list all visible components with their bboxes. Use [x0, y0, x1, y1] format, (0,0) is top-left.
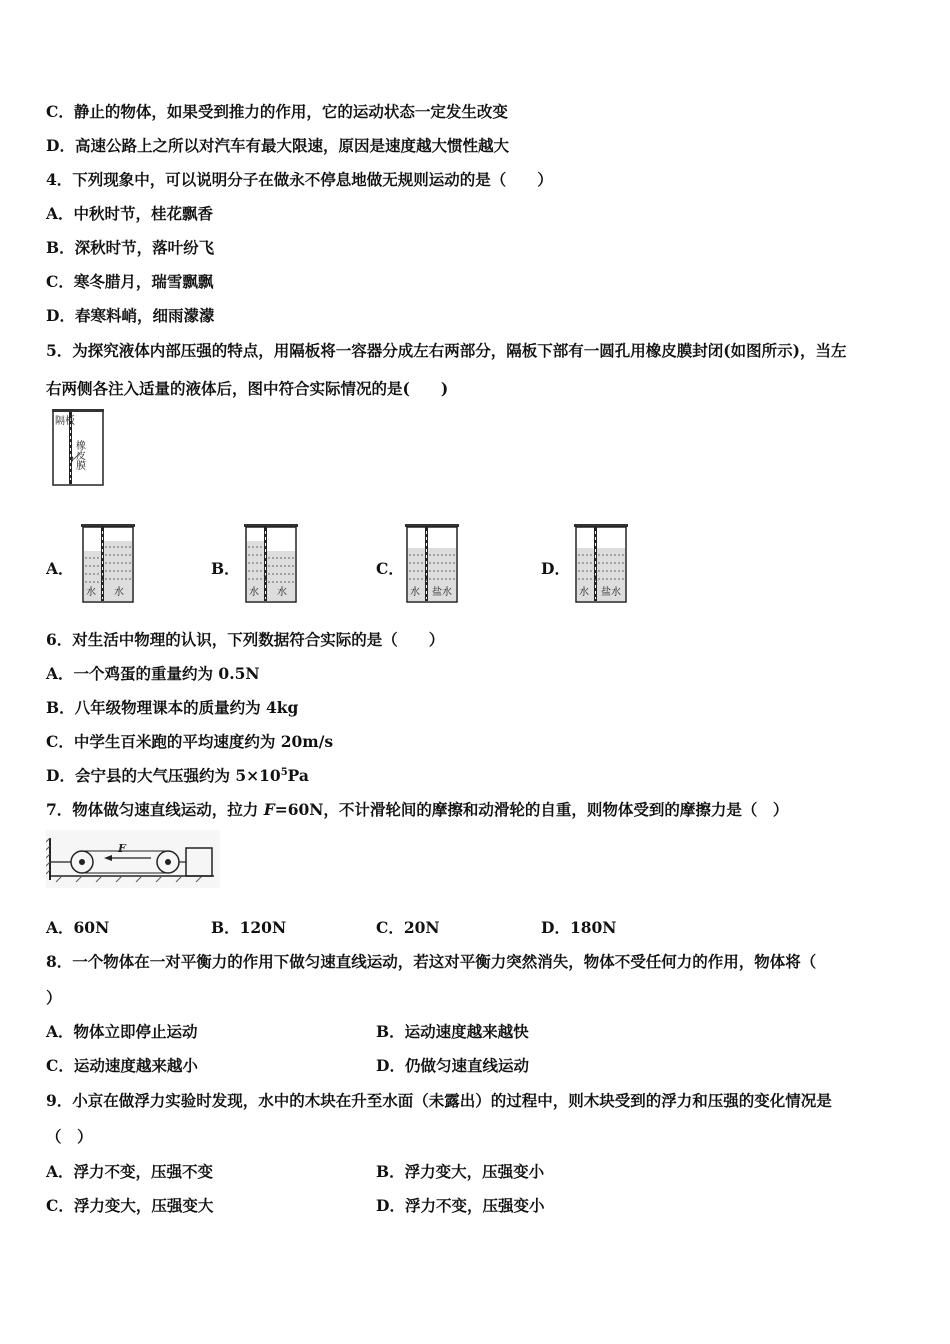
q5-partition-label: 隔板 — [55, 416, 75, 427]
q3-option-d: D．高速公路上之所以对汽车有最大限速，原因是速度越大惯性越大 — [46, 136, 509, 155]
q8-stem-line1: 8．一个物体在一对平衡力的作用下做匀速直线运动，若这对平衡力突然消失，物体不受任何力的作用，物体将（ — [46, 952, 817, 971]
q7-option-c: C．20N — [376, 918, 440, 937]
q5-a-right-liquid: 水 — [114, 587, 124, 598]
q7-force-var: F — [263, 800, 275, 819]
q5-c-right-liquid: 盐水 — [432, 587, 452, 598]
q7-option-b: B．120N — [211, 918, 287, 937]
q5-b-left-liquid: 水 — [249, 587, 259, 598]
q5-option-c-figure — [404, 523, 460, 605]
q5-option-d-figure — [573, 523, 629, 605]
q7-stem — [46, 800, 788, 820]
q5-b-right-liquid: 水 — [277, 587, 287, 598]
q5-option-c-letter: C． — [376, 559, 404, 578]
q8-option-c: C．运动速度越来越小 — [46, 1056, 198, 1075]
q8-option-a: A．物体立即停止运动 — [46, 1022, 198, 1041]
q8-stem-line2: ） — [46, 988, 62, 1007]
q7-pulley-figure — [46, 830, 220, 888]
q6-option-a: A．一个鸡蛋的重量约为 0.5N — [46, 664, 260, 683]
q9-option-c: C．浮力变大，压强变大 — [46, 1196, 214, 1215]
q5-container-figure — [50, 408, 106, 488]
q4-option-d: D．春寒料峭，细雨濛濛 — [46, 306, 215, 325]
q7-stem-suffix: =60N，不计滑轮间的摩擦和动滑轮的自重，则物体受到的摩擦力是（ ） — [274, 800, 789, 819]
q8-option-b: B．运动速度越来越快 — [376, 1022, 529, 1041]
q4-stem: 4．下列现象中，可以说明分子在做永不停息地做无规则运动的是（ ） — [46, 170, 553, 189]
q5-option-b-letter: B． — [211, 559, 240, 578]
q9-option-b: B．浮力变大，压强变小 — [376, 1162, 545, 1181]
q5-option-a-letter: A． — [46, 559, 74, 578]
q5-d-left-liquid: 水 — [579, 587, 589, 598]
q9-stem-line2: （ ） — [46, 1127, 93, 1146]
q3-option-c: C．静止的物体，如果受到推力的作用，它的运动状态一定发生改变 — [46, 102, 508, 121]
q7-stem-prefix: 7．物体做匀速直线运动，拉力 — [46, 800, 264, 819]
q6-option-d-text: D．会宁县的大气压强约为 5×10 — [46, 766, 281, 785]
q6-option-d — [46, 766, 309, 786]
q6-option-d-exponent: 5 — [280, 767, 288, 778]
q5-membrane-label: 橡皮膜 — [73, 440, 85, 470]
q7-option-a: A．60N — [46, 918, 110, 937]
q6-option-c: C．中学生百米跑的平均速度约为 20m/s — [46, 732, 334, 751]
q5-option-a-figure — [80, 523, 136, 605]
q4-option-b: B．深秋时节，落叶纷飞 — [46, 238, 215, 257]
q9-option-a: A．浮力不变，压强不变 — [46, 1162, 214, 1181]
q5-stem-line2: 右两侧各注入适量的液体后，图中符合实际情况的是( ) — [46, 379, 449, 398]
q4-option-a: A．中秋时节，桂花飘香 — [46, 204, 214, 223]
q7-option-d: D．180N — [541, 918, 617, 937]
q5-c-left-liquid: 水 — [410, 587, 420, 598]
q5-option-b-figure — [243, 523, 299, 605]
q5-d-right-liquid: 盐水 — [601, 587, 621, 598]
q9-stem-line1: 9．小京在做浮力实验时发现，水中的木块在升至水面（未露出）的过程中，则木块受到的浮力和压强的变化情况是 — [46, 1091, 832, 1110]
q5-stem-line1: 5．为探究液体内部压强的特点，用隔板将一容器分成左右两部分，隔板下部有一圆孔用橡皮膜封闭(如图所示)，当左 — [46, 341, 847, 360]
q8-option-d: D．仍做匀速直线运动 — [376, 1056, 529, 1075]
q4-option-c: C．寒冬腊月，瑞雪飘飘 — [46, 272, 214, 291]
q6-option-d-unit: Pa — [287, 766, 309, 785]
q6-option-b: B．八年级物理课本的质量约为 4kg — [46, 698, 299, 717]
q5-option-d-letter: D． — [541, 559, 570, 578]
q7-figure-force-label: F — [118, 842, 126, 855]
q5-a-left-liquid: 水 — [86, 587, 96, 598]
q9-option-d: D．浮力不变，压强变小 — [376, 1196, 545, 1215]
q6-stem: 6．对生活中物理的认识，下列数据符合实际的是（ ） — [46, 630, 445, 649]
